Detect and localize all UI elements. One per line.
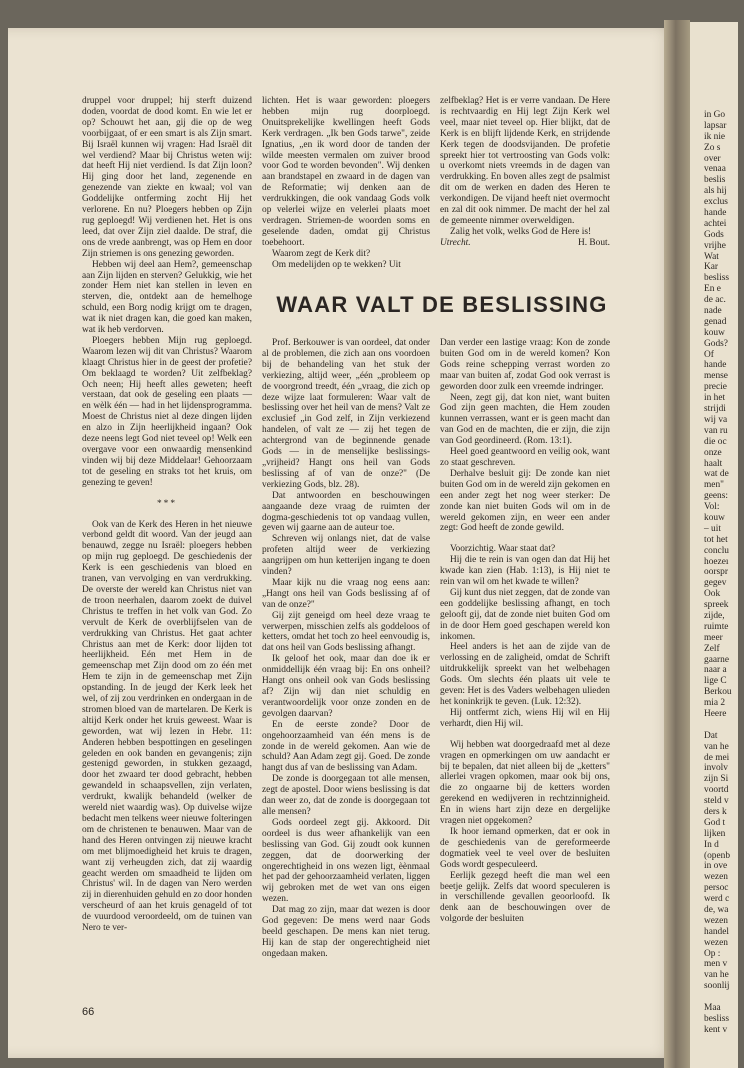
right-page-line: ruimte [704,621,729,632]
paragraph: En de eerste zonde? Door de ongehoorzaamheid van één mens is de zonde in de wereld gekomen. Aan wie de schuld? Aan Adam zegt gij. Goed. De zonde hangt dus af van de beslissing van Adam. [262,719,430,774]
section-separator: *** [156,498,178,509]
paragraph: Prof. Berkouwer is van oordeel, dat onder al de problemen, die zich aan ons voordoen bij de behandeling van het stuk der verkiezing, altijd weer, „één „probleem op de voorgrond treedt, één „vraag, die zich op deze wijze laat formuleren: Waar valt de beslissing over het heil van de mens? Valt ze exclusief „in God zelf, in Zijn verkiezend handelen, of valt ze — zij het tegen de achtergrond van de beginnende genade Gods — in de menselijke beslissings-„vrijheid? Hangt ons heil van Gods beslissing af of van de onze?" (De verkiezing Gods, blz. 28). [262,338,430,490]
right-page-line: Berkou [704,687,732,698]
right-page-line: hoezeı [704,556,729,567]
right-page-line: besliss [704,1013,730,1024]
right-page-line: Gods? [704,338,728,349]
paragraph: Ook van de Kerk des Heren in het nieuwe verbond geldt dit woord. Van der jeugd aan benauwd, zegge nu Israël: ploegers hebben op mijn rug geploegd. De geschiedenis der Kerk is een geschiedenis van bloed en tranen, van vervolging en van verdrukking. De overste der wereld kan Christus niet van de troon neerhalen, daarom zoekt de duivel Christus te treffen in het volk van God. Zo vervult de Kerk de overblijfselen van de verdrukking van Christus. Het gaat achter Christus aan met de Kerk: door lijden tot heerlijkheid. Eén met Hem in de gemeenschap met Zijn dood om zo één met Hem te zijn in de gemeenschap met Zijn opstanding. In de jeugd der Kerk leek het wel, of zij zou verdrinken en ondergaan in de stromen bloed van de martelaren. De Kerk is altijd Kerk onder het kruis geweest. Waar is geworden, wat wij lezen in Hebr. 11: Anderen hebben bespottingen en geselingen geleden en ook banden en gevangenis; zijn gestenigd geworden, in stukken gezaagd, door het zwaard ter dood gebracht, hebben gewandeld in schaapsvellen, zijn verlaten, verdrukt, kwalijk behandeld (welker de wereld niet waardig was). Op duivelse wijze bedacht men telkens weer nieuwe folteringen om de christenen te benauwen. Maar van de hand des Heren ontvingen zij nieuwe kracht om met blijmoedigheid het kruis te dragen, want zij verheugden zich, dat zij waardig geacht werden om smaadheid te lijden om Christus' wil. In de dagen van Nero werden zij in dierenhuiden gehuld en zo door honden verscheurd of aan het kruis genageld of tot de vuurdood veroordeeld, om de tuinen van Nero te ver- [82,519,253,934]
article-headline: WAAR VALT DE BESLISSING [276,292,608,317]
paragraph: Heel goed geantwoord en veilig ook, want zo staat geschreven. [440,447,610,468]
right-page-line: precie [704,382,727,393]
right-page-line: men v [704,959,728,970]
book-gutter [664,20,690,1068]
paragraph: Dan verder een lastige vraag: Kon de zonde buiten God om in de wereld komen? Kon Gods reine schepping verrast worden zo maar van buiten af, zodat God ook verrast is geworden door zulk een vreemde indringer. [440,338,610,392]
page-number: 66 [82,1006,95,1018]
paragraph: Derhalve besluit gij: De zonde kan niet buiten God om in de wereld zijn gekomen en een ander zegt het nog weer sterker: De zonde kan niet buiten Gods wil om in de wereld gekomen zijn, en weer een ander zegt: God heeft de zonde gewild. [440,468,610,534]
signature-place: Utrecht. [440,237,471,248]
right-page-line: conclu [704,545,729,556]
right-page-line: voortd [704,785,729,796]
right-page-line: wij va [704,414,728,425]
right-page-line: als hij [704,186,727,197]
paragraph: Eerlijk gezegd heeft die man wel een beetje gelijk. Zelfs dat woord speculeren is in verschillende gevallen geoorloofd. Ik denk aan de beschouwingen over de volgorde der besluiten [440,870,610,925]
right-page-line: ik nie [704,131,726,142]
signature-author: H. Bout. [577,237,610,248]
right-page-line: men" [704,480,724,491]
right-page-line: spreek [704,600,729,611]
right-page-line: (openb [704,850,731,861]
paragraph: Neen, zegt gij, dat kon niet, want buiten God zijn geen machten, die Hem zouden kunnen verrassen, want er is geen macht dan van God en de machten, die er zijn, die zijn van God geordineerd. (Rom. 13:1). [440,392,610,447]
paragraph: lichten. Het is waar geworden: ploegers hebben mijn rug doorploegd. Onuitsprekelijke kwellingen heeft Gods Kerk verdragen. „Ik ben Gods tarwe", zeide Ignatius, „en ik word door de tanden der wilde meesten vermalen om zuiver brood voor God te worden bevonden". Wij denken aan brandstapel en zwaard in de dagen van de Reformatie; wij denken aan de verdrukkingen, die ook vandaag Gods volk op velerlei wijze en velerlei plaats moet verdragen. Striemen-de woorden soms en geselende daden, omdat gij Christus toebehoort. [262,96,430,248]
right-page-line: die oc [704,436,727,447]
right-page-line: geens: [704,491,728,502]
right-page-line: de ac. [704,295,726,306]
paragraph: Ik hoor iemand opmerken, dat er ook in de geschiedenis van de gereformeerde dogmatiek veel te veel over de besluiten Gods wordt gespeculeerd. [440,826,610,870]
right-page-line: werd c [704,894,730,905]
right-page-line: van he [704,970,729,981]
right-page-line: de mei [704,752,730,763]
right-page-line: Wat [704,251,719,262]
column-2-article [262,338,430,959]
paragraph: Dat mag zo zijn, maar dat wezen is door God gegeven: De mens werd naar Gods beeld geschapen. De mens kan niet terug. Hij kan de stap der ongerechtigheid niet ongedaan maken. [262,905,430,959]
right-page-line: God t [704,817,726,828]
column-3-article [440,338,610,950]
right-page-line: strijdi [704,404,726,415]
right-page-line: achtei [704,218,727,229]
right-page-line: kouw [704,327,725,338]
right-page-line: besliss [704,273,730,284]
right-page-line: meer [704,632,723,643]
paragraph: Maar kijk nu die vraag nog eens aan: „Hangt ons heil van Gods beslissing af of van de onze?" [262,577,430,610]
right-page-line: Maa [704,1003,721,1014]
right-page-line: in Go [704,110,726,120]
right-page-line: soonlij [704,981,730,992]
right-page [690,22,738,1068]
right-page-line [704,720,744,731]
right-page-line: – uit [704,523,721,534]
right-page-line: Gods [704,229,724,240]
right-page-line: haalt [704,458,723,469]
paragraph: Hij ontfermt zich, wiens Hij wil en Hij verhardt, dien Hij wil. [440,707,610,729]
right-page-line: wezen [704,915,728,926]
paragraph: Gij kunt dus niet zeggen, dat de zonde van een goddelijke beslissing afhangt, en toch gelooft gij, dat de zonde niet buiten God om in de door Hem goed geschapen wereld kon inkomen. [440,587,610,642]
right-page-line: steld v [704,796,729,807]
right-page-line: vrijhe [704,240,726,251]
right-page-line: venaa [704,164,726,175]
right-page-line: kent v [704,1024,728,1035]
right-page-line: nade [704,306,722,317]
right-page-line: oorspr [704,567,728,578]
paragraph: Wij hebben wat doorgedraafd met al deze vragen en opmerkingen om uw aandacht er bij te bepalen, dat niet alleen bij de „ketters" allerlei vragen opkomen, maar ook bij ons, die zo ongaarne bij de ketters worden gerekend en wedijveren in rechtzinnigheid. En in wiens hart zijn deze en dergelijke vragen niet opgekomen? [440,739,610,827]
right-page-line: beslis [704,175,726,186]
right-page-line: onze [704,447,722,458]
right-page-line: Zo s [704,142,721,153]
paragraph: Om medelijden op te wekken? Uit [272,259,401,270]
paragraph: Dat antwoorden en beschouwingen aangaande deze vraag de ruimten der dogma-geschiedenis tot op vandaag vullen, geven wij gaarne aan de auteur toe. [262,490,430,534]
right-page-line: zijde, [704,610,725,621]
paragraph: Hebben wij deel aan Hem?, gemeenschap aan Zijn lijden en sterven? Gelukkig, wie het zonder Hem niet kan stellen in leven en sterven, die, ontdekt aan de hemelhoge schuld, een Borg nodig krijgt om te dragen, wat ik niet dragen kan, die goed kan maken, wat ik heb verdorven. [82,259,252,336]
paragraph: Ik geloof het ook, maar dan doe ik er onmiddellijk één vraag bij: En ons onheil? Hangt ons onheil ook van Gods beslissing af? Zijn wij dan niet schuldig en verantwoordelijk voor onze zonden en de gevolgen daarvan? [262,654,430,719]
paragraph: druppel voor druppel; hij sterft duizend doden, voordat de dood komt. En wie let er op? Schouwt het aan, gij die op de weg voorbijgaat, of er een smart is als Zijn smart. Bij Israël kunnen wij vragen: Had Israël dit wel verdiend? Maar bij Christus weten wij: dat heeft Hij niet verdiend. Is dat Zijn loon? Hij ging door het land, zegenende en genezende van ziekte en kwaal; vol van Goddelijke ontferming zocht Hij het verlorene. En nu? Ploegers hebben op Zijn rug geploegd! Wij verdienen het. Het is ons leed, dat over Zijn ziel daalde. De straf, die ons de vrede aanbrengt, was op Hem en door Zijn striemen is ons genezing geworden. [82,96,252,259]
right-page-line: hande [704,208,727,219]
paragraph: Zalig het volk, welks God de Here is! [450,226,592,237]
right-page-line: Kar [704,262,719,273]
right-page-line: Zelf [704,643,720,654]
column-3-top [440,96,610,316]
paragraph: zelfbeklag? Het is er verre vandaan. De Here is rechtvaardig en Hij legt Zijn Kerk wel veel, maar niet teveel op. Hier blijkt, dat de Kerk is en blijft lijdende Kerk, en strijdende Kerk tegen de doodsvijanden. De profetie spreekt hier tot vertroosting van Gods volk: u overkomt niets vreemds in de dagen van verdrukking. En boven alles zegt de psalmist dit om de werken en daden des Heren te verkondigen. De vijand heeft niet overmocht en zal dit ook nimmer. De macht der hel zal de gemeente nimmer overweldigen. [440,96,610,226]
right-page-line: gegev [704,578,727,589]
right-page-line: Dat [704,730,718,741]
right-page-line: kouw [704,512,725,523]
right-page-line: in ove [704,861,728,872]
paragraph: Waarom zegt de Kerk dit? [272,248,371,259]
paragraph: Hij die te rein is van ogen dan dat Hij het kwade kan zien (Hab. 1:13), is Hij niet te rein van wil om het kwade te willen? [440,555,610,588]
column-2-top [262,96,430,276]
right-page-line: involv [704,763,728,774]
right-page-line: Op : [704,948,721,959]
right-page-line [704,992,744,1003]
column-1 [82,96,252,976]
right-page-line: Heere [704,708,727,719]
right-page-line: van he [704,741,729,752]
right-page-line: Vol: [704,502,720,513]
paragraph: Heel anders is het aan de zijde van de verlossing en de zaligheid, omdat de Schrift uitdrukkelijk spreekt van het welbehagen Gods. Om slechts één plaats uit vele te geven: Het is des Vaders welbehagen ulieden het koninkrijk te geven. (Luk. 12:32). [440,642,610,707]
right-page-line: wezen [704,872,728,883]
paragraph: De zonde is doorgegaan tot alle mensen, zegt de apostel. Door wiens beslissing is dat dan weer zo, dat de zonde is doorgegaan tot alle mensen? [262,774,430,817]
right-page-line: Of [704,349,714,360]
right-page-line: genad [704,316,727,327]
right-page-line: over [704,153,721,164]
right-page-text-strip [704,110,744,1035]
right-page-line: In d [704,839,719,850]
right-page-line: handel [704,926,729,937]
right-page-line: ders k [704,807,727,817]
right-page-line: exclus [704,197,728,208]
right-page-line: En e [704,284,721,295]
right-page-line: mense [704,371,728,382]
paragraph: Ploegers hebben Mijn rug geploegd. Waarom lezen wij dit van Christus? Waarom klaagt Christus hier in de geest der profetie? Om beklaagd te worden? Uit zelfbeklag? Och neen; Hij heeft alles geweten; heeft verstaan, dat ook de geseling een plaats — en wèlk één — had in het lijdensprogramma. Moest de Christus niet al deze dingen lijden en alzo in Zijn heerlijkheid ingaan? Ook deze neens legt God niet teveel op! Welk een overgave voor een onwaardig mensenkind vinden wij bij deze Middelaar! Gehoorzaam tot de geseling en straks tot het kruis, om genezing te geven! [82,335,252,488]
right-page-line: lige C [704,676,727,687]
right-page-line: tot het [704,534,728,545]
right-page-line: de, wa [704,905,729,916]
paragraph: Gij zijt geneigd om heel deze vraag te verwerpen, misschien zelfs als goddeloos of ketters, omdat het toch zo heel eenvoudig is, dat ons heil van Gods beslissing afhangt. [262,610,430,654]
paragraph: Gods oordeel zegt gij. Akkoord. Dit oordeel is dus weer afhankelijk van een beslissing van God. Gij zoudt ook kunnen zeggen, dat de doorwerking der ongerechtigheid in ons wezen ligt, èènmaal het pad der gehoorzaamheid verlaten, liggen wij gebroken met de wet van ons eigen wezen. [262,817,430,905]
right-page-line: in het [704,393,726,404]
right-page-line: wezen [704,937,728,948]
paragraph: Voorzichtig. Waar staat dat? [450,544,556,555]
right-page-line: Ook [704,589,721,600]
article-signature [440,238,610,249]
right-page-line: gaarne [704,654,729,665]
right-page-line: lijken [704,828,726,839]
right-page-line: naar a [704,665,727,676]
right-page-line: hande [704,360,727,371]
right-page-line: lapsar [704,120,727,131]
paragraph: Schreven wij onlangs niet, dat de valse profeten altijd weer de verkiezing aangrijpen om hun ketterijen ingang te doen vinden? [262,534,430,578]
right-page-line: zijn Si [704,774,729,785]
right-page-line: wat de [704,469,729,480]
right-page-line: van ru [704,425,728,436]
right-page-line: persoc [704,883,729,894]
right-page-line: mia 2 [704,698,726,709]
